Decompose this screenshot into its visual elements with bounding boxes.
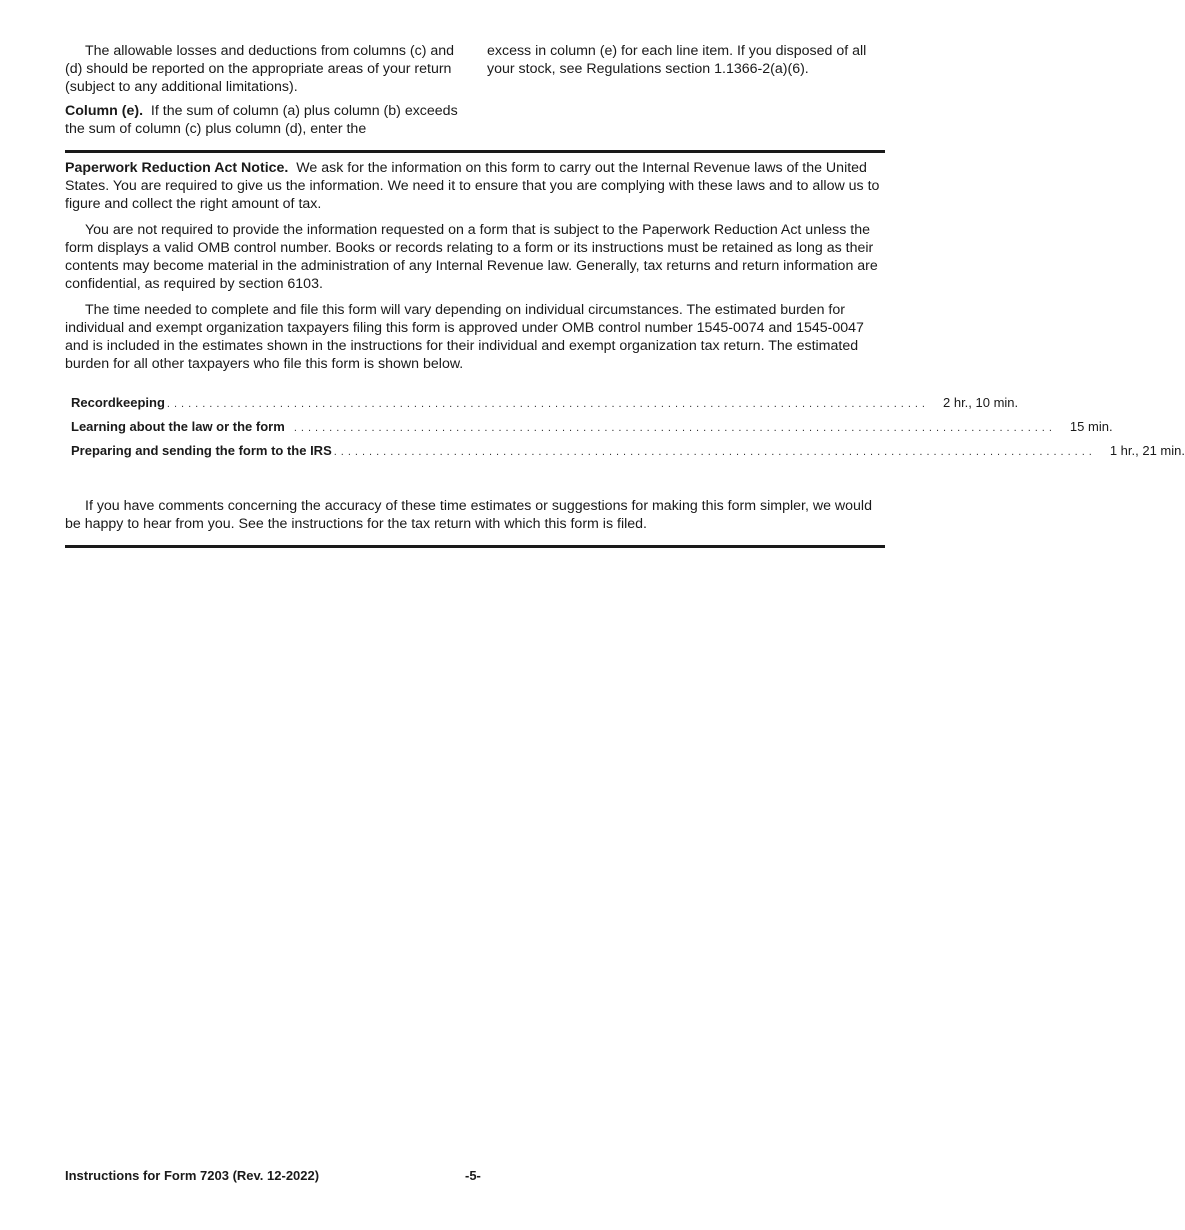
notice-text-1: We ask for the information on this form to carry out the Internal Revenue laws of the United States. You are required to give us the information. We need it to ensure that you are complying with these laws and to allow us to figure and collect the right amount of tax.	[65, 160, 880, 212]
page-footer	[65, 1168, 885, 1183]
burden-row	[65, 419, 1113, 443]
burden-label: Learning about the law or the form	[71, 419, 285, 434]
burden-label: Recordkeeping	[71, 395, 165, 410]
burden-row	[65, 395, 1019, 419]
leader-dots: ............................................................................................................	[286, 422, 1056, 434]
paperwork-notice	[65, 159, 885, 373]
left-column	[65, 42, 463, 144]
leader-dots: ............................................................................................................	[333, 446, 1096, 458]
section-divider	[65, 150, 885, 153]
two-column-section	[65, 42, 885, 144]
right-column	[487, 42, 885, 144]
burden-row	[65, 443, 1185, 467]
column-e-text: If the sum of column (a) plus column (b) exceeds the sum of column (c) plus column (d), enter the	[65, 103, 458, 137]
burden-value: 15 min.	[1069, 419, 1113, 434]
burden-value: 2 hr., 10 min.	[943, 395, 1019, 410]
bottom-divider	[65, 545, 885, 548]
column-e-paragraph	[65, 102, 463, 138]
deductions-paragraph: The allowable losses and deductions from columns (c) and (d) should be reported on the appropriate areas of your return (subject to any additional limitations).	[65, 43, 455, 95]
notice-paragraph-1	[65, 159, 885, 213]
burden-label: Preparing and sending the form to the IRS	[71, 443, 332, 458]
burden-value: 1 hr., 21 min.	[1109, 443, 1185, 458]
leader-dots: ............................................................................................................	[166, 398, 929, 410]
column-e-label: Column (e).	[65, 103, 144, 119]
page-number: -5-	[465, 1168, 481, 1183]
burden-table	[65, 395, 1185, 467]
notice-paragraph-2: You are not required to provide the information requested on a form that is subject to the Paperwork Reduction Act unless the form displays a valid OMB control number. Books or records relating to a form or its instructions must be retained as long as their contents may become material in the administration of any Internal Revenue law. Generally, tax returns and return information are confidential, as required by section 6103.	[65, 222, 878, 292]
notice-heading: Paperwork Reduction Act Notice.	[65, 160, 289, 176]
comments-paragraph: If you have comments concerning the accuracy of these time estimates or suggestions for making this form simpler, we would be happy to hear from you. See the instructions for the tax return with which this form is filed.	[65, 498, 872, 532]
footer-title: Instructions for Form 7203 (Rev. 12-2022)	[65, 1168, 320, 1183]
notice-paragraph-3: The time needed to complete and file this form will vary depending on individual circumstances. The estimated burden for individual and exempt organization taxpayers filing this form is approved under OMB control number 1545-0074 and 1545-0047 and is included in the estimates shown in the instructions for their individual and exempt organization tax return. The estimated burden for all other taxpayers who file this form is shown below.	[65, 302, 864, 372]
page-content	[65, 42, 1185, 548]
excess-paragraph: excess in column (e) for each line item. If you disposed of all your stock, see Regulations section 1.1366-2(a)(6).	[487, 43, 867, 77]
comments-section	[65, 497, 885, 533]
